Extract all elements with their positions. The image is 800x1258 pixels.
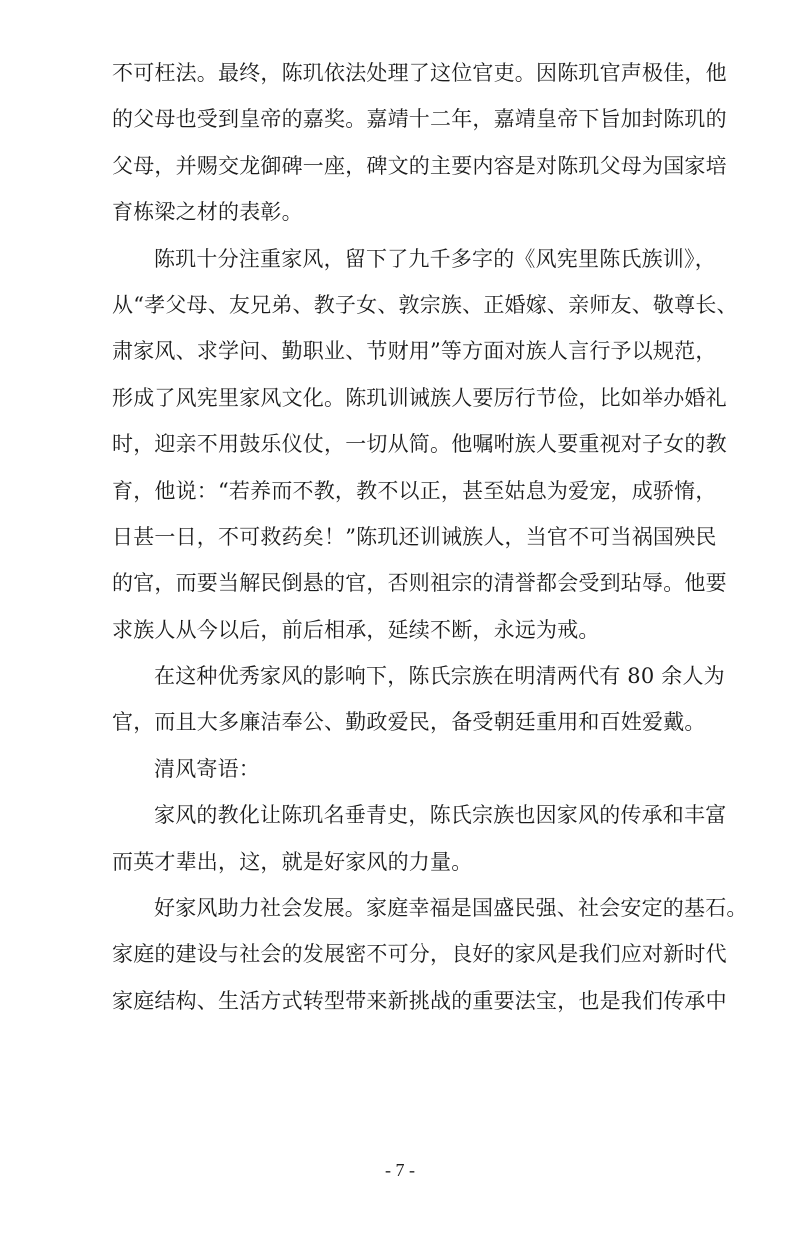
- text-line-13: 求族人从今以后，前后相承，延续不断，永远为戒。: [112, 617, 600, 642]
- text-line-19: 好家风助力社会发展。家庭幸福是国盛民强、社会安定的基石。: [154, 896, 748, 921]
- text-line-15: 官，而且大多廉洁奉公、勤政爱民，备受朝廷重用和百姓爱戴。: [112, 710, 706, 735]
- text-line-9: 时，迎亲不用鼓乐仪仗，一切从简。他嘱咐族人要重视对子女的教: [112, 432, 727, 457]
- text-line-4: 育栋梁之材的表彰。: [112, 200, 303, 225]
- text-line-6: 从“孝父母、友兄弟、教子女、敦宗族、正婚嫁、亲师友、敬尊长、: [112, 292, 738, 317]
- text-line-11: 日甚一日，不可救药矣！”陈玑还训诫族人，当官不可当祸国殃民: [112, 524, 717, 549]
- text-line-12: 的官，而要当解民倒悬的官，否则祖宗的清誉都会受到玷辱。他要: [112, 571, 727, 596]
- text-line-5: 陈玑十分注重家风，留下了九千多字的《风宪里陈氏族训》，: [154, 246, 716, 271]
- text-line-16: 清风寄语：: [154, 756, 260, 781]
- text-line-3: 父母，并赐交龙御碑一座，碑文的主要内容是对陈玑父母为国家培: [112, 153, 727, 178]
- text-line-20: 家庭的建设与社会的发展密不可分，良好的家风是我们应对新时代: [112, 942, 727, 967]
- text-line-1: 不可枉法。最终，陈玑依法处理了这位官吏。因陈玑官声极佳，他: [112, 61, 727, 85]
- page-number: - 7 -: [385, 1160, 415, 1180]
- text-line-21: 家庭结构、生活方式转型带来新挑战的重要法宝，也是我们传承中: [112, 988, 727, 1013]
- text-line-17: 家风的教化让陈玑名垂青史，陈氏宗族也因家风的传承和丰富: [154, 803, 727, 828]
- text-line-14: 在这种优秀家风的影响下，陈氏宗族在明清两代有 80 余人为: [154, 664, 725, 689]
- text-line-18: 而英才辈出，这，就是好家风的力量。: [112, 849, 473, 874]
- text-line-10: 育，他说：“若养而不教，教不以正，甚至姑息为爱宠，成骄惰，: [112, 478, 717, 503]
- text-line-7: 肃家风、求学问、勤职业、节财用”等方面对族人言行予以规范，: [112, 339, 717, 364]
- text-line-2: 的父母也受到皇帝的嘉奖。嘉靖十二年，嘉靖皇帝下旨加封陈玑的: [112, 107, 727, 132]
- document-body: [112, 50, 748, 1024]
- text-line-8: 形成了风宪里家风文化。陈玑训诫族人要厉行节俭，比如举办婚礼: [112, 385, 727, 410]
